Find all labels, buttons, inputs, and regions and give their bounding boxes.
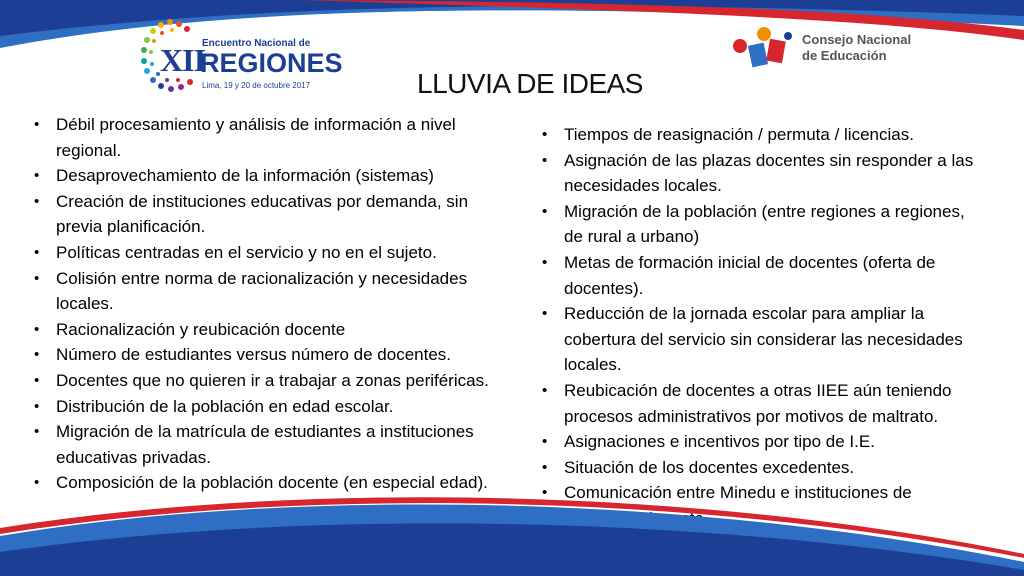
list-item-text: Migración de la población (entre regiones a regiones, de rural a urbano) (564, 201, 965, 247)
event-logo-line2: REGIONES (200, 48, 343, 78)
bullet-icon: • (34, 346, 40, 364)
list-item (32, 394, 516, 420)
bullet-icon: • (34, 167, 40, 185)
list-item-text: Racionalización y reubicación docente (56, 319, 346, 339)
list-item-text: Reubicación de docentes a otras IIEE aún teniendo procesos administrativos por motivos de maltrato. (564, 380, 952, 426)
list-item-text: Tiempos de reasignación / permuta / licencias. (564, 125, 914, 144)
list-item (32, 189, 516, 240)
list-item (32, 112, 516, 163)
list-item-text: Comunicación entre Minedu e instituciones de (564, 483, 912, 503)
event-logo-line1: Encuentro Nacional de (202, 38, 311, 49)
bullet-icon: • (542, 484, 548, 502)
list-item (32, 368, 516, 394)
bullet-icon: • (34, 269, 40, 287)
list-item (540, 429, 988, 455)
list-item-text: Políticas centradas en el servicio y no en el sujeto. (56, 242, 437, 262)
list-item (32, 240, 516, 266)
list-item (540, 148, 988, 199)
list-item (32, 317, 516, 343)
list-item (540, 122, 988, 148)
list-item-text: Metas de formación inicial de docentes (oferta de docentes). (564, 252, 936, 298)
list-item (32, 163, 516, 189)
bullet-icon: • (34, 474, 40, 492)
list-item-text: Migración de la matrícula de estudiantes a instituciones educativas privadas. (56, 422, 474, 467)
list-item-text: Creación de instituciones educativas por demanda, sin previa planificación. (56, 191, 469, 237)
institution-logo-mark-icon (730, 22, 800, 72)
bullet-icon: • (542, 458, 548, 476)
institution-logo (730, 22, 930, 72)
bullet-icon: • (542, 151, 548, 169)
bullet-icon: • (34, 243, 40, 261)
list-item-text: Número de estudiantes versus número de docentes. (56, 345, 452, 365)
list-item-text: Desaprovechamiento de la información (sistemas) (56, 166, 434, 186)
bullet-icon: • (542, 433, 548, 451)
event-logo (140, 14, 343, 98)
bullet-icon: • (34, 320, 40, 338)
bullet-icon: • (542, 381, 548, 399)
event-logo-roman: XII (160, 42, 206, 78)
list-item (32, 266, 516, 317)
list-item-text: Composición de la población docente (en especial edad). (56, 473, 488, 493)
institution-logo-line1: Consejo Nacional (802, 32, 912, 47)
institution-logo-line2: de Educación (802, 48, 887, 63)
list-item (32, 419, 516, 470)
bullet-icon: • (542, 305, 548, 323)
list-item-text: Docentes que no quieren ir a trabajar a zonas periféricas. (56, 370, 489, 390)
bullet-icon: • (34, 116, 40, 133)
bullet-icon: • (34, 192, 40, 210)
list-item-text: Reducción de la jornada escolar para ampliar la cobertura del servicio sin considerar las necesidades locales. (564, 304, 963, 375)
list-item-text: Colisión entre norma de racionalización y necesidades locales. (56, 268, 468, 314)
list-item (540, 301, 988, 378)
slide-title: LLUVIA DE IDEAS (417, 68, 643, 99)
bullet-icon: • (34, 423, 40, 441)
list-item (540, 378, 988, 429)
list-item-text: Asignaciones e incentivos por tipo de I.E. (564, 432, 875, 452)
list-item-text: Débil procesamiento y análisis de información a nivel regional. (56, 115, 456, 160)
list-item (540, 199, 988, 250)
bullet-icon: • (542, 126, 548, 143)
list-item (540, 250, 988, 301)
event-logo-date: Lima, 19 y 20 de octubre 2017 (202, 81, 311, 90)
list-item-text: Situación de los docentes excedentes. (564, 457, 855, 477)
bullet-icon: • (34, 371, 40, 389)
list-item-text: Asignación de las plazas docentes sin responder a las necesidades locales. (564, 150, 974, 196)
bottom-decorative-swoosh (0, 466, 1024, 576)
bullet-icon: • (34, 397, 40, 415)
list-item-text: Distribución de la población en edad escolar. (56, 396, 394, 416)
bullet-icon: • (542, 253, 548, 271)
bullet-icon: • (542, 202, 548, 220)
list-item (32, 342, 516, 368)
left-bullet-list (32, 112, 516, 496)
